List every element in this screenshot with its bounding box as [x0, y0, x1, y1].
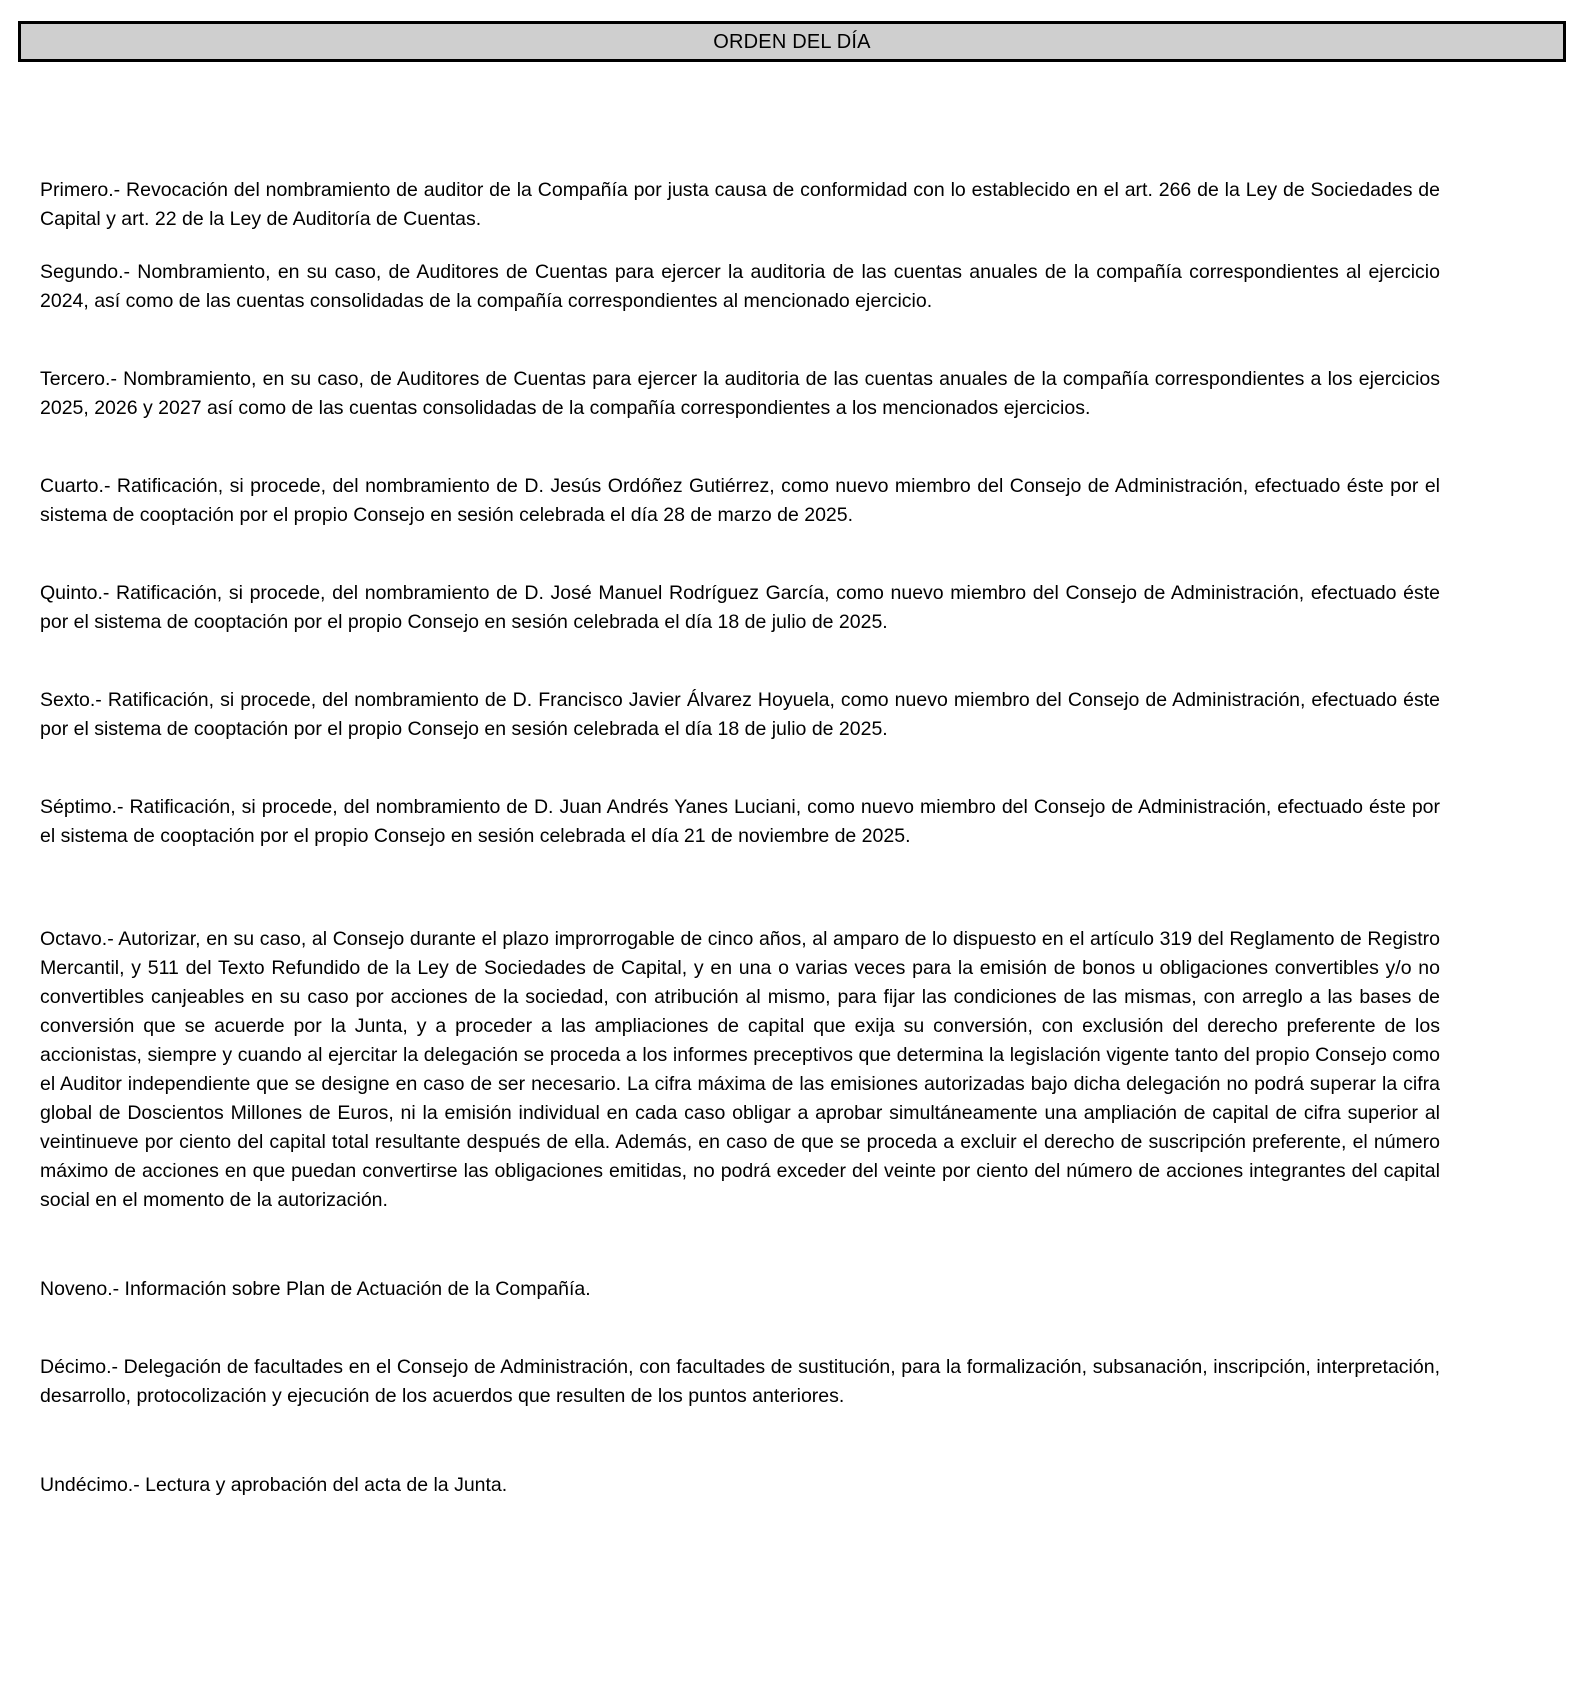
spacer [40, 530, 1440, 579]
spacer [40, 637, 1440, 686]
agenda-item-tercero: Tercero.- Nombramiento, en su caso, de Auditores de Cuentas para ejercer la auditoria de las cuentas anuales de la compañía correspondientes a los ejercicios 2025, 2026 y 2027 así como de las cuentas consolidadas de la compañía correspondientes a los mencionados ejercicios. [40, 368, 1440, 419]
spacer [40, 423, 1440, 472]
agenda-item-septimo: Séptimo.- Ratificación, si procede, del nombramiento de D. Juan Andrés Yanes Luciani, como nuevo miembro del Consejo de Administración, efectuado éste por el sistema de cooptación por el propio Consejo en sesión celebrada el día 21 de noviembre de 2025. [40, 796, 1440, 847]
agenda-item-sexto: Sexto.- Ratificación, si procede, del nombramiento de D. Francisco Javier Álvarez Hoyuela, como nuevo miembro del Consejo de Administración, efectuado éste por el sistema de cooptación por el propio Consejo en sesión celebrada el día 18 de julio de 2025. [40, 689, 1440, 740]
orden-del-dia-header [18, 21, 1566, 62]
agenda-item-octavo: Octavo.- Autorizar, en su caso, al Consejo durante el plazo improrrogable de cinco años, al amparo de lo dispuesto en el artículo 319 del Reglamento de Registro Mercantil, y 511 del Texto Refundido de la Ley de Sociedades de Capital, y en una o varias veces para la emisión de bonos u obligaciones convertibles y/o no convertibles canjeables en su caso por acciones de la sociedad, con atribución al mismo, para fijar las condiciones de las mismas, con arreglo a las bases de conversión que se acuerde por la Junta, y a proceder a las ampliaciones de capital que exija su conversión, con exclusión del derecho preferente de los accionistas, siempre y cuando al ejercitar la delegación se proceda a los informes preceptivos que determina la legislación vigente tanto del propio Consejo como el Auditor independiente que se designe en caso de ser necesario. La cifra máxima de las emisiones autorizadas bajo dicha delegación no podrá superar la cifra global de Doscientos Millones de Euros, ni la emisión individual en cada caso obligar a aprobar simultáneamente una ampliación de capital de cifra superior al veintinueve por ciento del capital total resultante después de ella. Además, en caso de que se proceda a excluir el derecho de suscripción preferente, el número máximo de acciones en que puedan convertirse las obligaciones emitidas, no podrá exceder del veinte por ciento del número de acciones integrantes del capital social en el momento de la autorización. [40, 928, 1440, 1211]
agenda-item-segundo: Segundo.- Nombramiento, en su caso, de Auditores de Cuentas para ejercer la auditoria de las cuentas anuales de la compañía correspondientes al ejercicio 2024, así como de las cuentas consolidadas de la compañía correspondientes al mencionado ejercicio. [40, 261, 1440, 312]
spacer [40, 744, 1440, 793]
spacer [40, 234, 1440, 258]
spacer [40, 1215, 1440, 1275]
page-title: ORDEN DEL DÍA [713, 30, 871, 53]
agenda-list [40, 176, 1440, 1500]
agenda-item-primero: Primero.- Revocación del nombramiento de auditor de la Compañía por justa causa de conformidad con lo establecido en el art. 266 de la Ley de Sociedades de Capital y art. 22 de la Ley de Auditoría de Cuentas. [40, 179, 1440, 230]
agenda-item-undecimo: Undécimo.- Lectura y aprobación del acta de la Junta. [40, 1474, 508, 1496]
spacer [40, 851, 1440, 925]
spacer [40, 316, 1440, 365]
agenda-item-quinto: Quinto.- Ratificación, si procede, del nombramiento de D. José Manuel Rodríguez García, como nuevo miembro del Consejo de Administración, efectuado éste por el sistema de cooptación por el propio Consejo en sesión celebrada el día 18 de julio de 2025. [40, 582, 1440, 633]
agenda-item-noveno: Noveno.- Información sobre Plan de Actuación de la Compañía. [40, 1278, 591, 1300]
spacer [40, 1304, 1440, 1353]
spacer [40, 1411, 1440, 1471]
agenda-item-cuarto: Cuarto.- Ratificación, si procede, del nombramiento de D. Jesús Ordóñez Gutiérrez, como nuevo miembro del Consejo de Administración, efectuado éste por el sistema de cooptación por el propio Consejo en sesión celebrada el día 28 de marzo de 2025. [40, 475, 1440, 526]
agenda-item-decimo: Décimo.- Delegación de facultades en el Consejo de Administración, con facultades de sustitución, para la formalización, subsanación, inscripción, interpretación, desarrollo, protocolización y ejecución de los acuerdos que resulten de los puntos anteriores. [40, 1356, 1440, 1407]
